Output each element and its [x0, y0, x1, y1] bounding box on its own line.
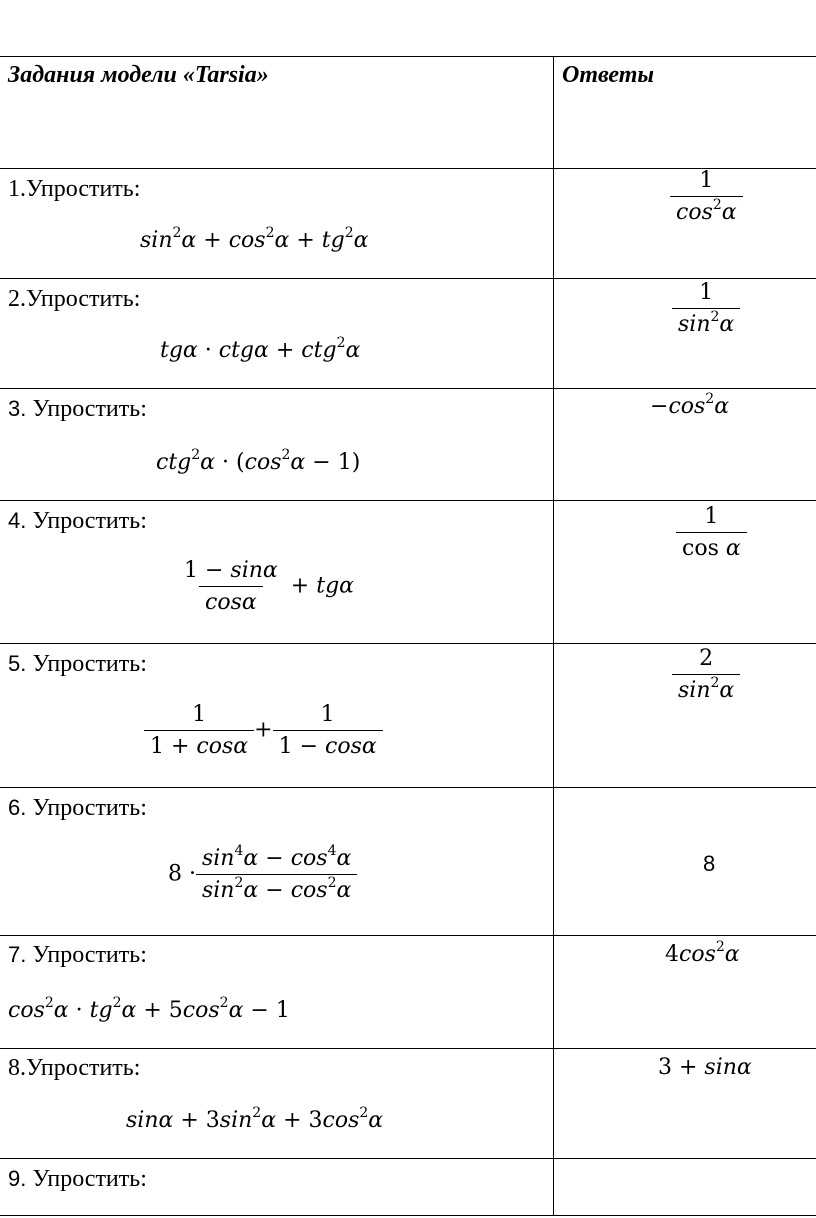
- task-5-expression: $\frac{1}{1 + \cos\alpha}$ + $\frac{1}{1 - \cos\alpha}$: [144, 702, 383, 759]
- task-1-expression: $\sin^2\alpha + \cos^2\alpha + tg^2\alpha$: [140, 225, 369, 253]
- table-bottom-border: [0, 1215, 816, 1216]
- answer-1: $\frac{1}{\cos^2\alpha}$: [670, 168, 743, 225]
- task-5-label: 5. Упростить:: [8, 651, 147, 677]
- task-7-label: 7. Упростить:: [8, 942, 147, 968]
- task-2-expression: tgα · ctgα + ctg$^2$α: [160, 335, 361, 363]
- task-3-label: 3. Упростить:: [8, 396, 147, 422]
- task-4-expression: $\frac{1 - \sin\alpha}{\cos\alpha}$ + tgα: [184, 558, 355, 615]
- task-3-expression: $ctg^2\alpha \cdot (\cos^2\alpha - 1)$: [156, 447, 361, 475]
- task-8-label: 8.Упростить:: [8, 1055, 141, 1081]
- task-8-expression: $\sin\alpha + 3\sin^2\alpha + 3\cos^2\alpha$: [126, 1105, 384, 1133]
- task-1-label: 1.Упростить:: [8, 176, 141, 202]
- answer-6: 8: [703, 851, 716, 876]
- answer-4: $\frac{1}{\text{cos α}}$: [676, 504, 747, 561]
- task-6-expression: 8 · $\frac{\sin^4\alpha - \cos^4\alpha}{\sin^2\alpha - \cos^2\alpha}$: [168, 846, 357, 903]
- task-4-label: 4. Упростить:: [8, 508, 147, 534]
- answer-3: $-\cos^2\alpha$: [650, 391, 730, 419]
- tasks-column-header: Задания модели «Tarsia»: [8, 62, 269, 88]
- task-6-label: 6. Упростить:: [8, 795, 147, 821]
- answer-2: $\frac{1}{\sin^2\alpha}$: [672, 280, 740, 337]
- column-divider: [553, 56, 554, 1216]
- task-9-label: 9. Упростить:: [8, 1166, 147, 1192]
- task-2-label: 2.Упростить:: [8, 286, 141, 312]
- answer-7: $4\cos^2\alpha$: [665, 939, 740, 967]
- task-7-expression: $\cos^2\alpha \cdot tg^2\alpha + 5\cos^2\alpha - 1$: [8, 995, 290, 1023]
- answers-column-header: Ответы: [562, 62, 655, 88]
- answer-8: 3 + sinα: [658, 1055, 752, 1080]
- answer-5: $\frac{2}{\sin^2\alpha}$: [672, 646, 740, 703]
